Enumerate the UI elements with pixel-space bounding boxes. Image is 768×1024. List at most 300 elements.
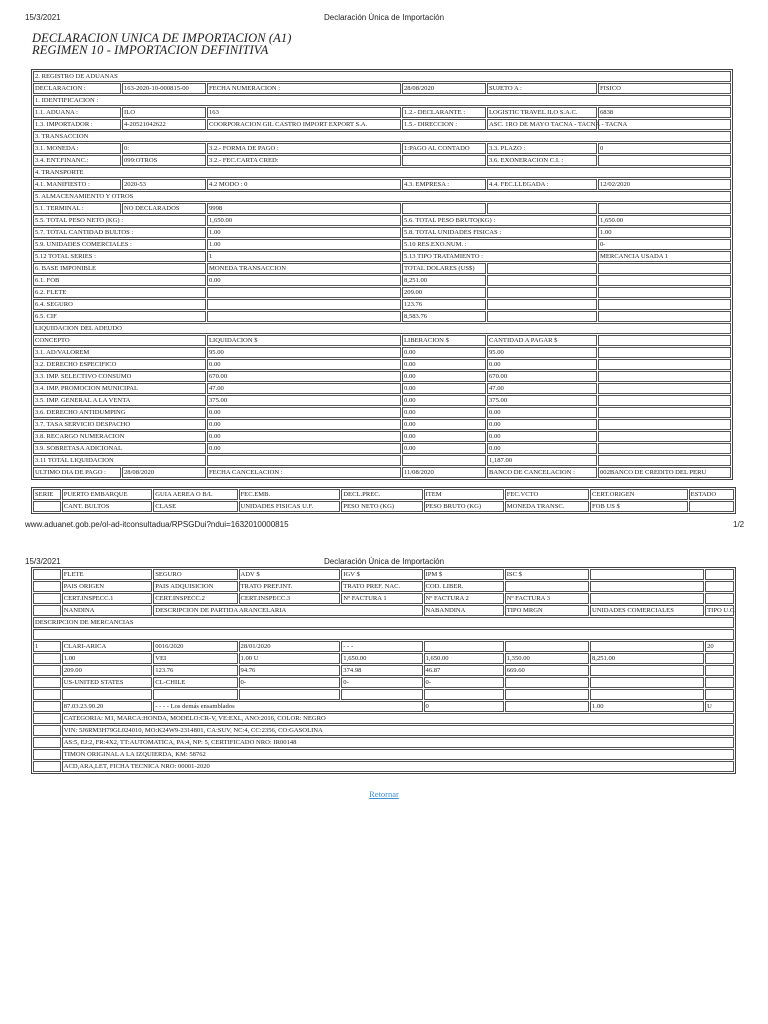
field-label: BANCO DE CANCELACION :: [487, 467, 597, 478]
field-value: 1.00: [207, 227, 401, 238]
item-cell: [33, 749, 61, 760]
table-row: [33, 71, 731, 82]
field-label: COORPORACION GIL CASTRO IMPORT EXPORT S.A.: [207, 119, 401, 130]
field-label: 3.3. PLAZO :: [487, 143, 597, 154]
field-value: [598, 287, 731, 298]
field-label: 6. BASE IMPONIBLE: [33, 263, 206, 274]
item-cell: [505, 677, 589, 688]
table-row: [33, 569, 734, 580]
table-row: [33, 311, 731, 322]
print-date: 15/3/2021: [25, 13, 61, 22]
column-header: CLASE: [153, 501, 237, 512]
field-value: 11/08/2020: [402, 467, 486, 478]
field-label: 1.1. ADUANA :: [33, 107, 121, 118]
field-value: [207, 311, 401, 322]
field-value: [402, 155, 486, 166]
item-cell: US-UNITED STATES: [62, 677, 152, 688]
field-value: [598, 311, 731, 322]
item-cell: [341, 689, 422, 700]
field-label: 3.1. AD/VALOREM: [33, 347, 206, 358]
item-cell: [62, 689, 152, 700]
item-cell: 8,251.00: [590, 653, 704, 664]
item-cell: 0-: [424, 677, 504, 688]
item-cell: [239, 689, 341, 700]
print-url: www.aduanet.gob.pe/ol-ad-itconsultadua/RPSGDui?ndui=1632010000815: [25, 520, 289, 529]
field-label: 3.1. MONEDA :: [33, 143, 121, 154]
field-label: 9998: [207, 203, 401, 214]
item-cell: 0: [424, 701, 504, 712]
column-header: ITEM: [424, 489, 504, 500]
field-value: 4-20521042622: [122, 119, 206, 130]
field-value: 0.00: [207, 431, 401, 442]
item-cell: 87.03.23.90.20: [62, 701, 152, 712]
field-label: 3.8. RECARGO NUMERACION: [33, 431, 206, 442]
column-header: PESO BRUTO (KG): [424, 501, 504, 512]
section-heading: 5. ALMACENAMIENTO Y OTROS: [33, 191, 731, 202]
column-header: IPM $: [424, 569, 504, 580]
field-value: ILO: [122, 107, 206, 118]
field-label: 5.6. TOTAL PESO BRUTO(KG) :: [402, 215, 597, 226]
field-value: [598, 263, 731, 274]
column-header: FEC.EMB.: [239, 489, 341, 500]
column-header: FLETE: [62, 569, 152, 580]
table-row: [33, 335, 731, 346]
column-header: ISC $: [505, 569, 589, 580]
table-row: [33, 143, 731, 154]
field-value: LIQUIDACION $: [207, 335, 401, 346]
column-header: [505, 581, 589, 592]
field-label: ULTIMO DIA DE PAGO :: [33, 467, 121, 478]
description-line: VIN: 5J6RM3H79GL024010, MO:K24W9-2314801, CA:SUV, NC:4, CC:2356, CO:GASOLINA: [62, 725, 734, 736]
column-header: [689, 501, 734, 512]
field-label: 3.7. TASA SERVICIO DESPACHO: [33, 419, 206, 430]
field-label: 5.7. TOTAL CANTIDAD BULTOS :: [33, 227, 206, 238]
field-label: 3.6. DERECHO ANTIDUMPING: [33, 407, 206, 418]
section-heading: 4. TRANSPORTE: [33, 167, 731, 178]
column-header: Nº FACTURA 1: [341, 593, 422, 604]
item-cell: CLARI-ARICA: [62, 641, 152, 652]
field-label: SUJETO A :: [487, 83, 597, 94]
column-header: PAIS ORIGEN: [62, 581, 152, 592]
field-label: DECLARACION :: [33, 83, 121, 94]
field-value: [598, 383, 731, 394]
field-value: [598, 395, 731, 406]
field-value: 0.00: [207, 407, 401, 418]
table-row: [33, 347, 731, 358]
table-row: [33, 167, 731, 178]
table-row: [33, 455, 731, 466]
item-cell: [33, 701, 61, 712]
table-row: [33, 371, 731, 382]
print-title-page2: Declaración Única de Importación: [323, 557, 445, 566]
field-value: 0.00: [487, 359, 597, 370]
field-label: 3.9. SOBRETASA ADICIONAL: [33, 443, 206, 454]
table-row: [33, 227, 731, 238]
item-cell: [33, 665, 61, 676]
item-cell: 123.76: [153, 665, 237, 676]
column-header: [33, 605, 61, 616]
column-header: TIPO MRGN: [505, 605, 589, 616]
field-value: 0.00: [207, 359, 401, 370]
table-row: [33, 407, 731, 418]
item-cell: 1.00: [62, 653, 152, 664]
item-cell: [705, 665, 734, 676]
field-value: [487, 263, 597, 274]
item-cell: [33, 725, 61, 736]
field-label: 5.12 TOTAL SERIES :: [33, 251, 206, 262]
page-number: 1/2: [733, 520, 745, 529]
field-label: 3.2.- FEC.CARTA CRED:: [207, 155, 401, 166]
item-cell: 209.00: [62, 665, 152, 676]
field-value: 375.00: [207, 395, 401, 406]
field-label: 3.4. ENT.FINANC.:: [33, 155, 121, 166]
field-value: 0-: [598, 239, 731, 250]
column-header: MONEDA TRANSC.: [505, 501, 589, 512]
field-label: 5.10 RES.EXO.NUM. :: [402, 239, 597, 250]
table-row: [33, 665, 734, 676]
series-header-table: [31, 487, 736, 514]
description-line: TIMON ORIGINAL A LA IZQUIERDA, KM: 58762: [62, 749, 734, 760]
item-cell: [705, 689, 734, 700]
field-value: [598, 371, 731, 382]
field-value: 670.00: [207, 371, 401, 382]
column-header: SEGURO: [153, 569, 237, 580]
column-header: NANDINA: [62, 605, 152, 616]
item-cell: VEI: [153, 653, 237, 664]
field-value: [598, 419, 731, 430]
field-value: 0:: [122, 143, 206, 154]
column-header: CERT.INSPECC.2: [153, 593, 237, 604]
field-value: 1,650.00: [598, 215, 731, 226]
field-value: [487, 287, 597, 298]
field-label: [487, 203, 597, 214]
item-cell: - - - - Los demás ensamblados: [153, 701, 422, 712]
field-value: 0.00: [487, 443, 597, 454]
field-value: [598, 407, 731, 418]
item-cell: [705, 677, 734, 688]
field-value: [487, 299, 597, 310]
table-row: [33, 239, 731, 250]
item-cell: [590, 641, 704, 652]
field-value: FISICO: [598, 83, 731, 94]
table-row: [33, 689, 734, 700]
field-value: 0: [598, 143, 731, 154]
item-cell: 28/01/2020: [239, 641, 341, 652]
column-header: DESCRIPCION DE PARTIDA ARANCELARIA: [153, 605, 422, 616]
field-value: [598, 335, 731, 346]
table-row: [33, 395, 731, 406]
table-row: [33, 359, 731, 370]
print-date-page2: 15/3/2021: [25, 557, 61, 566]
table-row: [33, 725, 734, 736]
field-label: 3.3. IMP. SELECTIVO CONSUMO: [33, 371, 206, 382]
table-row: [33, 761, 734, 772]
field-value: 8,251.00: [402, 275, 486, 286]
field-value: [598, 203, 731, 214]
item-cell: 46.87: [424, 665, 504, 676]
item-cell: 1,650.00: [341, 653, 422, 664]
table-row: [33, 629, 734, 640]
field-value: CANTIDAD A PAGAR $: [487, 335, 597, 346]
item-cell: [33, 737, 61, 748]
field-value: 163-2020-10-000815-00: [122, 83, 206, 94]
field-value: 002BANCO DE CREDITO DEL PERU: [598, 467, 731, 478]
table-row: [33, 489, 734, 500]
field-label: CONCEPTO: [33, 335, 206, 346]
field-value: [402, 203, 486, 214]
field-value: 8,583.76: [402, 311, 486, 322]
field-label: 3.11 TOTAL LIQUIDACION: [33, 455, 206, 466]
table-row: [33, 677, 734, 688]
column-header: CANT. BULTOS: [62, 501, 152, 512]
column-header: SERIE: [33, 489, 61, 500]
field-value: [207, 299, 401, 310]
column-header: [705, 581, 734, 592]
field-value: 0.00: [402, 383, 486, 394]
field-value: [207, 455, 401, 466]
table-row: [33, 737, 734, 748]
field-label: LOGISTIC TRAVEL ILO S.A.C.: [487, 107, 597, 118]
field-value: 0.00: [402, 407, 486, 418]
field-value: [598, 455, 731, 466]
column-header: FOB US $: [590, 501, 688, 512]
field-value: 95.00: [487, 347, 597, 358]
table-row: [33, 107, 731, 118]
print-title: Declaración Única de Importación: [323, 13, 445, 22]
field-value: 099:OTROS: [122, 155, 206, 166]
field-value: 6838: [598, 107, 731, 118]
field-value: 123.76: [402, 299, 486, 310]
table-row: [33, 419, 731, 430]
field-value: 1.2.- DECLARANTE :: [402, 107, 486, 118]
item-cell: [590, 677, 704, 688]
field-value: 28/08/2020: [402, 83, 486, 94]
field-value: 0.00: [402, 347, 486, 358]
field-value: [598, 431, 731, 442]
column-header: [705, 569, 734, 580]
field-value: 4.3. EMPRESA :: [402, 179, 486, 190]
column-header: DECL.PREC.: [341, 489, 422, 500]
column-header: [705, 593, 734, 604]
item-cell: [424, 641, 504, 652]
column-header: [590, 581, 704, 592]
item-cell: 669.60: [505, 665, 589, 676]
document-subtitle: REGIMEN 10 - IMPORTACION DEFINITIVA: [32, 43, 269, 57]
field-label: 5.1. TERMINAL :: [33, 203, 121, 214]
column-header: PAIS ADQUISICION: [153, 581, 237, 592]
table-row: [33, 593, 734, 604]
column-header: [33, 501, 61, 512]
section-heading: 3. TRANSACCION: [33, 131, 731, 142]
column-header: NABANDINA: [424, 605, 504, 616]
series-detail-table: [31, 567, 736, 774]
column-header: UNIDADES COMERCIALES: [590, 605, 704, 616]
field-value: LIBERACION $: [402, 335, 486, 346]
item-cell: [705, 653, 734, 664]
field-label: 1.3. IMPORTADOR :: [33, 119, 121, 130]
column-header: [33, 569, 61, 580]
field-value: 0.00: [402, 419, 486, 430]
item-cell: [505, 641, 589, 652]
item-cell: 1,650.00: [424, 653, 504, 664]
table-row: [33, 299, 731, 310]
table-row: [33, 383, 731, 394]
table-row: [33, 323, 731, 334]
field-value: [207, 287, 401, 298]
declaration-table: [31, 69, 733, 480]
item-cell: CL-CHILE: [153, 677, 237, 688]
field-label: 4.1. MANIFIESTO :: [33, 179, 121, 190]
description-line: ACD,ARA,LET, FICHA TECNICA NRO: 00001-2020: [62, 761, 734, 772]
field-value: 12/02/2020: [598, 179, 731, 190]
item-cell: 0016/2020: [153, 641, 237, 652]
table-row: [33, 203, 731, 214]
field-label: 6.2. FLETE: [33, 287, 206, 298]
field-label: 5.5. TOTAL PESO NETO (KG) :: [33, 215, 206, 226]
field-value: 95.00: [207, 347, 401, 358]
field-value: MERCANCIA USADA 1: [598, 251, 731, 262]
item-cell: 0-: [341, 677, 422, 688]
item-cell: [590, 665, 704, 676]
field-value: 28/08/2020: [122, 467, 206, 478]
field-label: 3.6. EXONERACION C.I. :: [487, 155, 597, 166]
table-row: [33, 119, 731, 130]
table-row: [33, 275, 731, 286]
table-row: [33, 701, 734, 712]
field-value: 2020-53: [122, 179, 206, 190]
field-value: [487, 311, 597, 322]
field-label: 4.4. FEC.LLEGADA :: [487, 179, 597, 190]
description-line: CATEGORIA: M1, MARCA:HONDA, MODELO:CR-V, VE:EXL, ANO:2016, COLOR: NEGRO: [62, 713, 734, 724]
item-cell: 20: [705, 641, 734, 652]
table-row: [33, 263, 731, 274]
column-header: CERT.INSPECC.1: [62, 593, 152, 604]
field-value: [598, 275, 731, 286]
field-label: 5.13 TIPO TRATAMIENTO :: [402, 251, 597, 262]
field-label: 5.9. UNIDADES COMERCIALES :: [33, 239, 206, 250]
table-row: [33, 641, 734, 652]
field-label: 5.8. TOTAL UNIDADES FISICAS :: [402, 227, 597, 238]
item-cell: 1: [33, 641, 61, 652]
blank-row: [33, 629, 734, 640]
table-row: [33, 581, 734, 592]
field-value: 0.00: [207, 275, 401, 286]
table-row: [33, 179, 731, 190]
table-row: [33, 287, 731, 298]
item-cell: [153, 689, 237, 700]
section-heading: 1. IDENTIFICACION :: [33, 95, 731, 106]
field-label: 3.4. IMP. PROMOCION MUNICIPAL: [33, 383, 206, 394]
table-row: [33, 251, 731, 262]
field-value: 0.00: [402, 371, 486, 382]
field-label: FECHA CANCELACION :: [207, 467, 401, 478]
field-value: 209.00: [402, 287, 486, 298]
field-value: 0.00: [487, 407, 597, 418]
field-value: [598, 347, 731, 358]
return-link[interactable]: Retornar: [369, 789, 399, 799]
field-value: [598, 359, 731, 370]
column-header: Nº FACTURA 3: [505, 593, 589, 604]
field-value: 0.00: [402, 431, 486, 442]
item-cell: 1.00 U: [239, 653, 341, 664]
column-header: TIPO U.C.: [707, 607, 736, 614]
column-header: GUIA AEREA O B/L: [153, 489, 237, 500]
item-cell: 1.00: [590, 701, 704, 712]
table-row: [33, 605, 734, 616]
table-row: [33, 191, 731, 202]
field-value: 1:PAGO AL CONTADO: [402, 143, 486, 154]
column-header: CERT.INSPECC.3: [239, 593, 341, 604]
column-header: PESO NETO (KG): [341, 501, 422, 512]
field-value: 0.00: [487, 419, 597, 430]
section-heading: 2. REGISTRO DE ADUANAS: [33, 71, 731, 82]
description-line: AS:5, EJ:2, FR:4X2, TT:AUTOMATICA, PA:4, NP: 5, CERTIFICADO NRO: IR00148: [62, 737, 734, 748]
item-cell: 374.98: [341, 665, 422, 676]
column-header: [33, 581, 61, 592]
field-value: 0.00: [402, 443, 486, 454]
field-value: 0.00: [402, 395, 486, 406]
column-header: TRATO PREF.INT.: [239, 581, 341, 592]
table-row: [33, 431, 731, 442]
table-row: [33, 83, 731, 94]
field-value: 670.00: [487, 371, 597, 382]
field-value: MONEDA TRANSACCION: [207, 263, 401, 274]
field-value: [598, 155, 731, 166]
table-row: [33, 467, 731, 478]
field-value: 47.00: [207, 383, 401, 394]
column-header: TRATO PREF. NAC.: [341, 581, 422, 592]
field-value: 375.00: [487, 395, 597, 406]
field-value: 1.00: [207, 239, 401, 250]
field-label: 6.1. FOB: [33, 275, 206, 286]
item-cell: [33, 713, 61, 724]
field-label: 4.2 MODO : 0: [207, 179, 401, 190]
column-header: Nº FACTURA 2: [424, 593, 504, 604]
item-cell: 94.76: [239, 665, 341, 676]
table-row: [33, 131, 731, 142]
item-cell: 1,350.00: [505, 653, 589, 664]
item-cell: [590, 689, 704, 700]
field-label: 163: [207, 107, 401, 118]
field-value: 1,187.00: [487, 455, 597, 466]
item-cell: [33, 653, 61, 664]
field-label: ASC. 1RO DE MAYO TACNA - TACNA - TACNA: [489, 121, 628, 128]
field-value: 47.00: [487, 383, 597, 394]
column-header: UNIDADES FISICAS U.F.: [239, 501, 341, 512]
field-label: 3.2.- FORMA DE PAGO :: [207, 143, 401, 154]
field-value: [402, 455, 486, 466]
field-value: [487, 275, 597, 286]
field-value: 1: [207, 251, 401, 262]
table-row: [33, 617, 734, 628]
field-value: 1.00: [598, 227, 731, 238]
column-header: [590, 593, 704, 604]
field-value: 0.00: [402, 359, 486, 370]
table-row: [33, 443, 731, 454]
column-header: FEC.VCTO: [505, 489, 589, 500]
field-label: 3.2. DERECHO ESPECIFICO: [33, 359, 206, 370]
item-cell: [33, 689, 61, 700]
table-row: [33, 713, 734, 724]
table-row: [33, 155, 731, 166]
table-row: [33, 501, 734, 512]
field-value: TOTAL DOLARES (US$): [402, 263, 486, 274]
table-row: [33, 95, 731, 106]
field-value: [598, 443, 731, 454]
field-value: 0.00: [207, 419, 401, 430]
table-row: [33, 749, 734, 760]
item-cell: [33, 677, 61, 688]
